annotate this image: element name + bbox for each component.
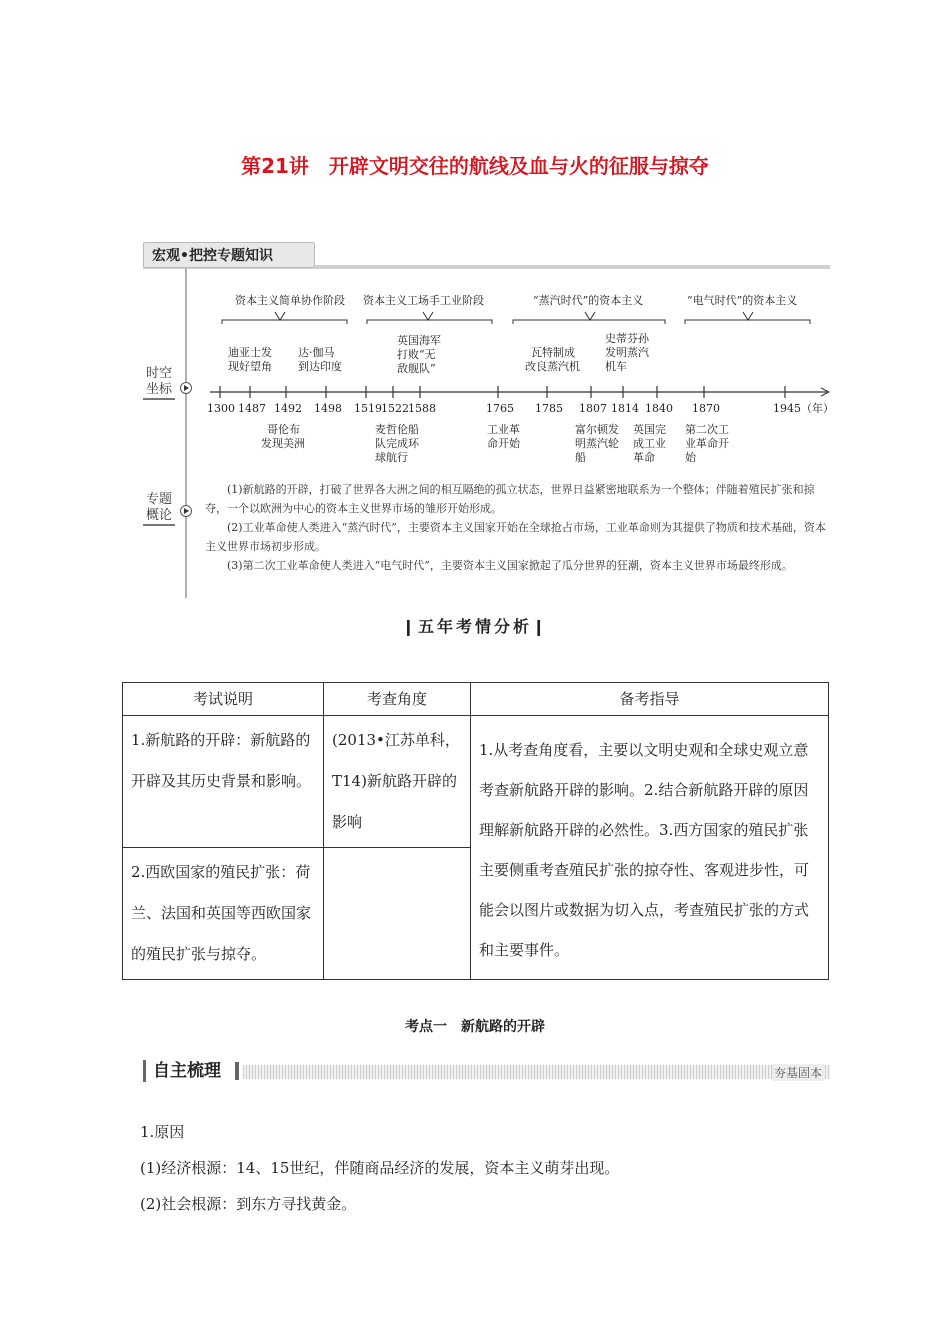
- table-row: [123, 716, 829, 848]
- event-above: 迪亚士发: [228, 346, 272, 359]
- summary-block: [205, 480, 830, 575]
- year-label: 1487: [238, 402, 266, 415]
- table-cell: [324, 848, 471, 980]
- stage-bracket: [222, 320, 347, 324]
- year-label: 1765: [486, 402, 514, 415]
- stage-bracket: [685, 320, 810, 324]
- event-above: 机车: [605, 360, 627, 373]
- event-below: 业革命开: [685, 437, 729, 450]
- table-header: 考试说明: [123, 683, 324, 716]
- event-below: 成工业: [633, 437, 666, 450]
- overview-header: 宏观•把控专题知识: [143, 242, 315, 268]
- year-label: 1807: [579, 402, 607, 415]
- stage-label: “电气时代”的资本主义: [687, 294, 798, 307]
- event-above: 达·伽马: [298, 346, 335, 359]
- year-label: 1588: [408, 402, 436, 415]
- event-above: 英国海军: [397, 334, 441, 347]
- stage-bracket-tip: [585, 312, 595, 320]
- zizhu-right-label: 夯基固本: [773, 1066, 822, 1080]
- timeline-side-label: [143, 366, 175, 400]
- year-label: 1522: [381, 402, 409, 415]
- event-above: 瓦特制成: [531, 346, 575, 359]
- event-below: 始: [685, 451, 696, 464]
- summary-arrow-icon: [180, 505, 192, 517]
- body-line: 1.原因: [140, 1123, 185, 1141]
- table-cell: 1.新航路的开辟：新航路的开辟及其历史背景和影响。: [123, 716, 324, 848]
- event-below: 麦哲伦船: [375, 423, 419, 436]
- zizhu-label: 自主梳理: [153, 1061, 221, 1081]
- timeline-arrow-icon: [180, 382, 192, 394]
- stage-bracket: [513, 320, 665, 324]
- year-label: 1814: [611, 402, 639, 415]
- event-below: 队完成环: [375, 437, 419, 450]
- table-header: 考查角度: [324, 683, 471, 716]
- year-label: 1785: [535, 402, 563, 415]
- stage-bracket-tip: [275, 312, 285, 320]
- kaodian-heading: 考点一 新航路的开辟: [405, 1019, 545, 1035]
- event-below: 英国完: [633, 423, 666, 436]
- page-title: 第21讲 开辟文明交往的航线及血与火的征服与掠夺: [241, 154, 709, 178]
- year-label: 1492: [274, 402, 302, 415]
- table-header: 备考指导: [471, 683, 829, 716]
- overview-vertical-line: [185, 268, 187, 598]
- summary-item: (3)第二次工业革命使人类进入“电气时代”，主要资本主义国家掀起了瓜分世界的狂潮，资本主义世界市场最终形成。: [227, 559, 793, 572]
- event-above: 现好望角: [228, 360, 272, 373]
- year-label: 1519: [354, 402, 382, 415]
- event-below: 工业革: [487, 423, 520, 436]
- event-above: 史蒂芬孙: [605, 332, 649, 345]
- table-header-row: [123, 683, 829, 716]
- stage-label: 资本主义工场手工业阶段: [363, 294, 484, 307]
- event-below: 富尔顿发: [575, 423, 619, 436]
- stage-label: 资本主义简单协作阶段: [235, 294, 345, 307]
- year-label: 1870: [692, 402, 720, 415]
- side-label-line: 时空: [145, 366, 172, 381]
- event-above: 发明蒸汽: [605, 346, 649, 359]
- event-below: 球航行: [375, 451, 408, 464]
- side-label-line: 概论: [143, 508, 175, 526]
- year-label: 1840: [645, 402, 673, 415]
- summary-item: (2)工业革命使人类进入“蒸汽时代”，主要资本主义国家开始在全球抢占市场，工业革命则为其提供了物质和技术基础，资本主义世界市场初步形成。: [205, 521, 826, 553]
- summary-item: (1)新航路的开辟，打破了世界各大洲之间的相互隔绝的孤立状态，世界日益紧密地联系为一个整体；伴随着殖民扩张和掠夺，一个以欧洲为中心的资本主义世界市场的雏形开始形成。: [205, 483, 815, 515]
- event-above: 打败“无: [397, 348, 436, 361]
- event-below: 命开始: [487, 437, 520, 450]
- body-line: (1)经济根源：14、15世纪，伴随商品经济的发展，资本主义萌芽出现。: [140, 1159, 620, 1177]
- summary-side-label: [143, 492, 175, 526]
- body-line: (2)社会根源：到东方寻找黄金。: [140, 1195, 357, 1213]
- event-below: 哥伦布: [267, 423, 300, 436]
- side-label-line: 专题: [145, 492, 172, 507]
- year-label: 1498: [314, 402, 342, 415]
- zizhu-bar: [143, 1060, 830, 1082]
- analysis-table: [122, 682, 829, 980]
- event-below: 革命: [633, 451, 655, 464]
- stage-label: “蒸汽时代”的资本主义: [533, 294, 644, 307]
- timeline-graphic: [195, 290, 835, 480]
- event-below: 船: [575, 451, 586, 464]
- stage-bracket-tip: [743, 312, 753, 320]
- event-above: 敌舰队”: [397, 362, 436, 375]
- table-cell: (2013•江苏单科，T14)新航路开辟的影响: [324, 716, 471, 848]
- year-label: 1945（年）: [773, 402, 834, 415]
- event-above: 到达印度: [298, 360, 342, 373]
- event-below: 第二次工: [685, 423, 729, 436]
- stage-bracket: [367, 320, 492, 324]
- year-label: 1300: [207, 402, 235, 415]
- table-cell: 2.西欧国家的殖民扩张：荷兰、法国和英国等西欧国家的殖民扩张与掠夺。: [123, 848, 324, 980]
- analysis-heading: ❙五年考情分析❙: [401, 617, 549, 636]
- analysis-heading-text: 五年考情分析: [417, 617, 532, 636]
- table-cell: 1.从考查角度看，主要以文明史观和全球史观立意考查新航路开辟的影响。2.结合新航路开辟的原因理解新航路开辟的必然性。3.西方国家的殖民扩张主要侧重考查殖民扩张的掠夺性、客观进步性，可能会以图片或数据为切入点，考查殖民扩张的方式和主要事件。: [471, 716, 829, 980]
- event-below: 明蒸汽轮: [575, 437, 619, 450]
- event-below: 发现美洲: [261, 437, 305, 450]
- side-label-line: 坐标: [143, 382, 175, 400]
- stage-bracket-tip: [423, 312, 433, 320]
- event-above: 改良蒸汽机: [525, 360, 580, 373]
